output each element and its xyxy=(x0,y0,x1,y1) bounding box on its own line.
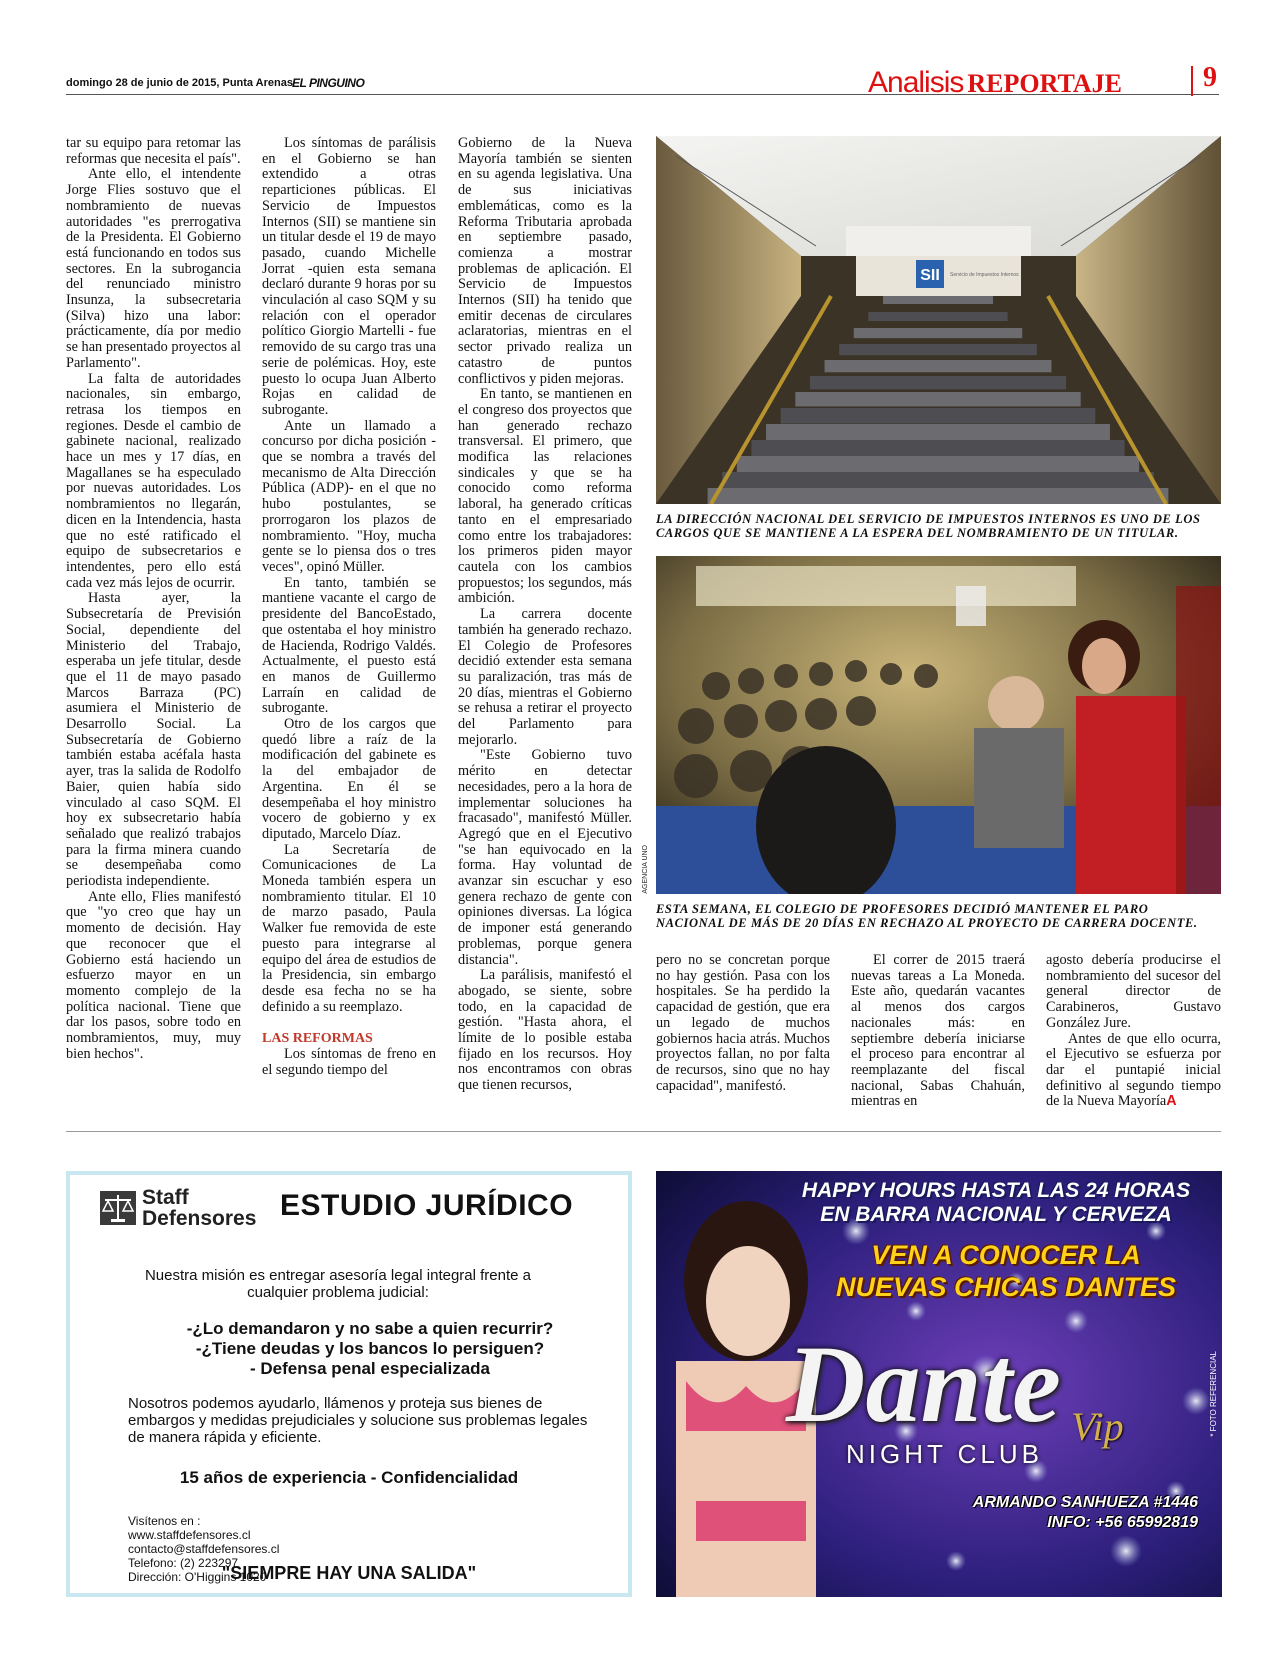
ad-address-line: ARMANDO SANHUEZA #1446 xyxy=(972,1494,1198,1511)
subheading: LAS REFORMAS xyxy=(262,1031,373,1047)
ad-mission: Nuestra misión es entregar asesoría legal integral frente a cualquier problema judicial: xyxy=(144,1267,532,1301)
paragraph: Los síntomas de parálisis en el Gobierno se han extendido a otras reparticiones públicas. El Servicio de Impuestos Internos (SII) se mantiene sin un titular desde el 19 de mayo pasado, cuando Michelle Jorrat -quien esta semana declaró durante 9 horas por su vinculación al caso SQM y su relación con el operador político Giorgio Martelli - fue removido de su cargo tras una serie de polémicas. Hoy, este puesto lo ocupa Juan Alberto Rojas en calidad de subrogante. xyxy=(262,135,436,418)
ad-line: NUEVAS CHICAS DANTES xyxy=(835,1272,1177,1302)
paragraph: El correr de 2015 traerá nuevas tareas a La Moneda. Este año, quedarán vacantes al menos dos cargos nacionales más: en septiembre debería iniciarse el proceso para encontrar al reemplazante del fiscal nacional, Sabas Chahuán, mientras en xyxy=(851,952,1025,1110)
ad-experience: 15 años de experiencia - Confidencialidad xyxy=(179,1468,519,1487)
paragraph: tar su equipo para retomar las reformas que necesita el país". xyxy=(66,135,241,167)
ad-brand-defensores: Defensores xyxy=(142,1207,257,1230)
paragraph: agosto debería producirse el nombramiento del sucesor del general director de Carabineros, Gustavo González Jure. xyxy=(1046,952,1221,1031)
stair-step xyxy=(737,456,1139,475)
publication-logo: EL PINGUINO xyxy=(292,76,365,90)
ad-headline xyxy=(796,1239,1216,1303)
paragraph: Hasta ayer, la Subsecretaría de Previsión Social, dependiente del Ministerio del Trabajo, esperaba un jefe titular, desde que el 11 de mayo pasado Marcos Barraza (PC) asumiera el Ministerio de Desarrollo Social. La Subsecretaría de Gobierno también estaba acéfala hasta ayer, tras la salida de Rodolfo Baier, quien había sido vinculado al caso SQM. El hoy ex subsecretario había señalado que realizó trabajos para la firma minera cuando se desempeñaba como periodista independiente. xyxy=(66,590,241,890)
ad-line: HAPPY HOURS HASTA LAS 24 HORAS xyxy=(801,1179,1191,1202)
article-column-6 xyxy=(1046,953,1221,1110)
ad-title: ESTUDIO JURÍDICO xyxy=(280,1189,574,1222)
ad-offer: Nosotros podemos ayudarlo, llámenos y proteja sus bienes de embargos y medidas prejudiciales y solucione sus problemas legales de manera rápida y eficiente. xyxy=(128,1395,588,1446)
paragraph: Gobierno de la Nueva Mayoría también se sienten en su agenda legislativa. Una de sus iniciativas emblemáticas, como es la Reforma Tributaria aprobada en septiembre pasado, comienza a mostrar problemas de aplicación. El Servicio de Impuestos Internos (SII) ha tenido que emitir decenas de circulares aclaratorias, mientras en el sector privado realiza un catastro de puntos conflictivos y piden mejoras. xyxy=(458,135,632,387)
article-column-2 xyxy=(262,136,436,1078)
paragraph: Ante ello, Flies manifestó que "yo creo que hay un momento de decisión. Hay que reconocer que el Gobierno está haciendo un esfuerzo mayor en un momento complejo de la política nacional. Tiene que dar los pasos, sobre todo en nombramientos, muy, muy bien hechos". xyxy=(66,888,241,1062)
header-divider xyxy=(1191,66,1193,96)
paragraph: La parálisis, manifestó el abogado, se siente, sobre todo, en la capacidad de gestión. "Hasta ahora, el límite de lo posible estaba fijado en los recursos. Hoy nos encontramos con obras que tienen recursos, xyxy=(458,967,632,1094)
stair-step xyxy=(810,376,1066,389)
section-reportaje: REPORTAJE xyxy=(967,69,1122,98)
photo-2-caption: ESTA SEMANA, EL COLEGIO DE PROFESORES DECIDIÓ MANTENER EL PARO NACIONAL DE MÁS DE 20 DÍAS EN RECHAZO AL PROYECTO DE CARRERA DOCENTE. xyxy=(656,902,1198,930)
ad-question: -¿Lo demandaron y no sabe a quien recurrir? xyxy=(186,1319,554,1338)
stair-step xyxy=(839,344,1037,355)
ad-questions xyxy=(130,1319,610,1379)
paragraph: Ante un llamado a concurso por dicha posición -que se nombra a través del mecanismo de Alta Dirección Pública (ADP)- en el que no hubo postulantes, se prorrogaron los plazos de nombramiento. "Hoy, mucha gente se lo piensa dos o tres veces", opinó Müller. xyxy=(262,417,436,575)
ad-brand-staff: Staff xyxy=(142,1186,189,1209)
contact-line: Visítenos en : xyxy=(128,1514,201,1528)
ad-night-club: NIGHT CLUB xyxy=(846,1439,1043,1469)
ad-info-phone: INFO: +56 65992819 xyxy=(1047,1514,1198,1531)
photo-teachers-press xyxy=(656,556,1221,894)
end-mark: A xyxy=(1166,1093,1177,1110)
paragraph: La carrera docente también ha generado rechazo. El Colegio de Profesores decidió extender esta semana su paralización, tras más de 20 días, mientras el Gobierno se rehusa a retirar el proyecto del Parlamento para mejorarlo. xyxy=(458,606,632,748)
article-column-1 xyxy=(66,136,241,1062)
website-link[interactable]: www.staffdefensores.cl xyxy=(128,1528,251,1542)
scales-icon xyxy=(100,1191,136,1225)
ad-brand-vip: Vip xyxy=(1071,1404,1124,1449)
stair-step xyxy=(781,408,1096,424)
ad-question: -¿Tiene deudas y los bancos lo persiguen? xyxy=(195,1339,545,1358)
stair-step xyxy=(708,488,1169,504)
ad-estudio-juridico[interactable] xyxy=(66,1171,632,1597)
stair-step xyxy=(854,328,1022,338)
article-column-5 xyxy=(851,953,1025,1110)
sii-sign-text: SII xyxy=(920,267,940,284)
section-rule xyxy=(66,1131,1221,1132)
stair-step xyxy=(868,312,1007,321)
ad-slogan: "SIEMPRE HAY UNA SALIDA" xyxy=(221,1563,477,1583)
paragraph: En tanto, se mantienen en el congreso dos proyectos que han generado rechazo transversal. El primero, que modifica las relaciones sindicales y que se ha conocido como reforma laboral, ha generado críticas tanto en el empresariado como entre los trabajadores: los primeros piden mayor cautela con los cambios propuestos; los segundos, más ambición. xyxy=(458,386,632,607)
press-conference-image xyxy=(656,556,1221,894)
paragraph: "Este Gobierno tuvo mérito en detectar necesidades, pero a la hora de implementar soluciones ha fracasado", manifestó Müller. Agregó que en el Ejecutivo "se han equivocado en la forma. Hay voluntad de avanzar sin escuchar y eso genera rechazo de gente con opiniones diversas. La lógica de imponer está generando problemas, porque genera distancia". xyxy=(458,747,632,968)
photo-1-caption: LA DIRECCIÓN NACIONAL DEL SERVICIO DE IMPUESTOS INTERNOS ES UNO DE LOS CARGOS QUE SE MANTIENE A LA ESPERA DEL NOMBRAMIENTO DE UN TITULAR. xyxy=(656,512,1201,540)
email-link[interactable]: contacto@staffdefensores.cl xyxy=(128,1542,280,1556)
section-analisis: Analisis xyxy=(868,66,964,99)
ad-line: VEN A CONOCER LA xyxy=(871,1240,1141,1270)
stair-step xyxy=(883,296,993,304)
phone-line: Telefono: (2) 223297 xyxy=(128,1556,239,1570)
ad-question: - Defensa penal especializada xyxy=(250,1359,490,1378)
paragraph-text: Antes de que ello ocurra, el Ejecutivo se esfuerza por dar el puntapié inicial definitivo al segundo tiempo de la Nueva Mayoría xyxy=(1046,1030,1221,1110)
sii-sign-sub: Servicio de Impuestos Internos xyxy=(950,272,1019,278)
paragraph: Ante ello, el intendente Jorge Flies sostuvo que el nombramiento de nuevas autoridades "es prerrogativa de la Presidenta. El Gobierno está funcionando en todos sus sectores. En la subrogancia del renunciado ministro Insunza, la subsecretaria (Silva) hizo una labor: prácticamente, día por medio se han presentado proyectos al Parlamento". xyxy=(66,166,241,371)
article-column-3 xyxy=(458,136,632,1094)
stair-step xyxy=(766,424,1110,441)
paragraph: pero no se concretan porque no hay gestión. Pasa con los hospitales. Se ha perdido la capacidad de gestión, que era un legado de muchos gobiernos hacia atrás. Muchos proyectos fallan, no por falta de recursos, sino que no hay capacidad", manifestó. xyxy=(656,952,830,1094)
photo-sii-stairs xyxy=(656,136,1221,504)
page-number: 9 xyxy=(1203,62,1217,93)
paragraph: Los síntomas de freno en el segundo tiempo del xyxy=(262,1046,436,1078)
paragraph: En tanto, también se mantiene vacante el cargo de presidente del BancoEstado, que ostentaba el hoy ministro de Hacienda, Rodrigo Valdés. Actualmente, el puesto está en manos de Guillermo Larraín en calidad de subrogante. xyxy=(262,574,436,717)
ad-happy-hours xyxy=(776,1179,1216,1227)
address-line: Dirección: O'Higgins 1020 xyxy=(128,1570,267,1584)
paragraph: La falta de autoridades nacionales, sin embargo, retrasa los tiempos en regiones. Desde el cambio de gabinete nacional, realizado hace un mes y 17 días, en Magallanes se ha especulado por nuevas autoridades. Los nombramientos no llegarán, dicen en la Intendencia, hasta que no esté ratificado el equipo de subsecretarios e intendentes, pero ello está cada vez más lejos de ocurrir. xyxy=(66,370,241,591)
photo-2-credit: AGENCIA UNO xyxy=(642,845,649,894)
article-column-4 xyxy=(656,953,830,1094)
ad-foto-referencial: * FOTO REFERENCIAL xyxy=(1209,1351,1218,1437)
stair-step xyxy=(751,440,1124,458)
ad-line: EN BARRA NACIONAL Y CERVEZA xyxy=(820,1203,1172,1226)
stairs-image xyxy=(656,136,1221,504)
paragraph: La Secretaría de Comunicaciones de La Moneda también espera un nombramiento titular. El 10 de marzo pasado, Paula Walker fue removida de este puesto para integrarse al equipo del área de estudios de la Presidencia, sin embargo desde esa fecha no se ha definido a su reemplazo. xyxy=(262,841,436,1015)
stair-step xyxy=(825,360,1052,372)
stair-step xyxy=(795,392,1080,406)
ad-brand-dante: Dante xyxy=(786,1323,1061,1445)
ad-address xyxy=(973,1493,1198,1533)
header-date: domingo 28 de junio de 2015, Punta Arenas xyxy=(66,77,293,89)
ad-dante-night-club[interactable] xyxy=(656,1171,1222,1597)
paragraph xyxy=(1046,1032,1221,1111)
paragraph: Otro de los cargos que quedó libre a raíz de la modificación del gabinete es la del embajador de Argentina. En él se desempeñaba el hoy ministro vocero de gobierno y ex diputado, Marcelo Díaz. xyxy=(262,716,436,842)
section-title xyxy=(868,66,1122,100)
